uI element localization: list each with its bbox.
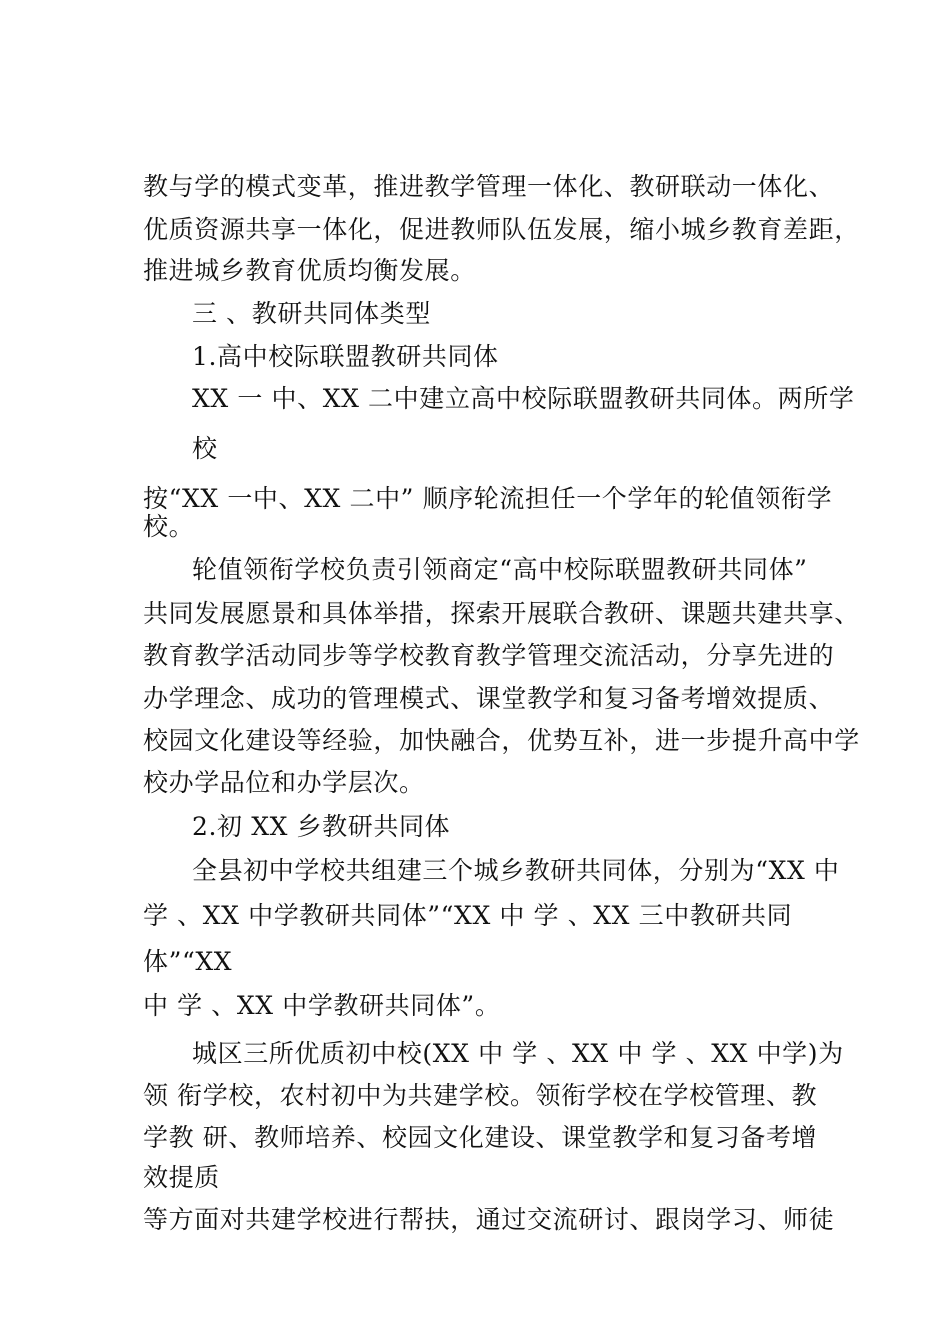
body-text-line: 中 学 、XX 中学教研共同体”。 [143, 991, 501, 1020]
body-text-line: 教与学的模式变革，推进教学管理一体化、教研联动一体化、 [143, 172, 835, 201]
body-text-line: 等方面对共建学校进行帮扶，通过交流研讨、跟岗学习、师徒 [143, 1205, 835, 1234]
body-text-line: 轮值领衔学校负责引领商定“高中校际联盟教研共同体” [192, 555, 808, 584]
body-text-line: 领 衔学校，农村初中为共建学校。领衔学校在学校管理、教 [143, 1081, 818, 1110]
body-text-line: 学 、XX 中学教研共同体”“XX 中 学 、XX 三中教研共同 [143, 901, 793, 930]
body-text-line: 学教 研、教师培养、校园文化建设、课堂教学和复习备考增 [143, 1123, 818, 1152]
subsection-heading: 2.初 XX 乡教研共同体 [192, 812, 451, 841]
body-text-line: 按“XX 一中、XX 二中” 顺序轮流担任一个学年的轮值领衔学 [143, 484, 833, 513]
body-text-line: 共同发展愿景和具体举措，探索开展联合教研、课题共建共享、 [143, 599, 860, 628]
body-text-line: 效提质 [143, 1163, 220, 1192]
body-text-line: 办学理念、成功的管理模式、课堂教学和复习备考增效提质、 [143, 684, 835, 713]
body-text-line: 校办学品位和办学层次。 [143, 768, 425, 797]
body-text-line: 推进城乡教育优质均衡发展。 [143, 256, 476, 285]
body-text-line: 校 [192, 434, 218, 463]
body-text-line: 校园文化建设等经验，加快融合，优势互补，进一步提升高中学 [143, 726, 860, 755]
subsection-heading: 1.高中校际联盟教研共同体 [192, 342, 499, 371]
body-text-line: 城区三所优质初中校(XX 中 学 、XX 中 学 、XX 中学)为 [192, 1039, 844, 1068]
section-heading: 三 、教研共同体类型 [192, 299, 431, 328]
body-text-line: XX 一 中、XX 二中建立高中校际联盟教研共同体。两所学 [192, 384, 855, 413]
body-text-line: 校。 [143, 512, 195, 541]
body-text-line: 优质资源共享一体化，促进教师队伍发展，缩小城乡教育差距， [143, 215, 860, 244]
body-text-line: 全县初中学校共组建三个城乡教研共同体，分别为“XX 中 [192, 856, 840, 885]
body-text-line: 教育教学活动同步等学校教育教学管理交流活动，分享先进的 [143, 641, 835, 670]
body-text-line: 体”“XX [143, 947, 233, 976]
